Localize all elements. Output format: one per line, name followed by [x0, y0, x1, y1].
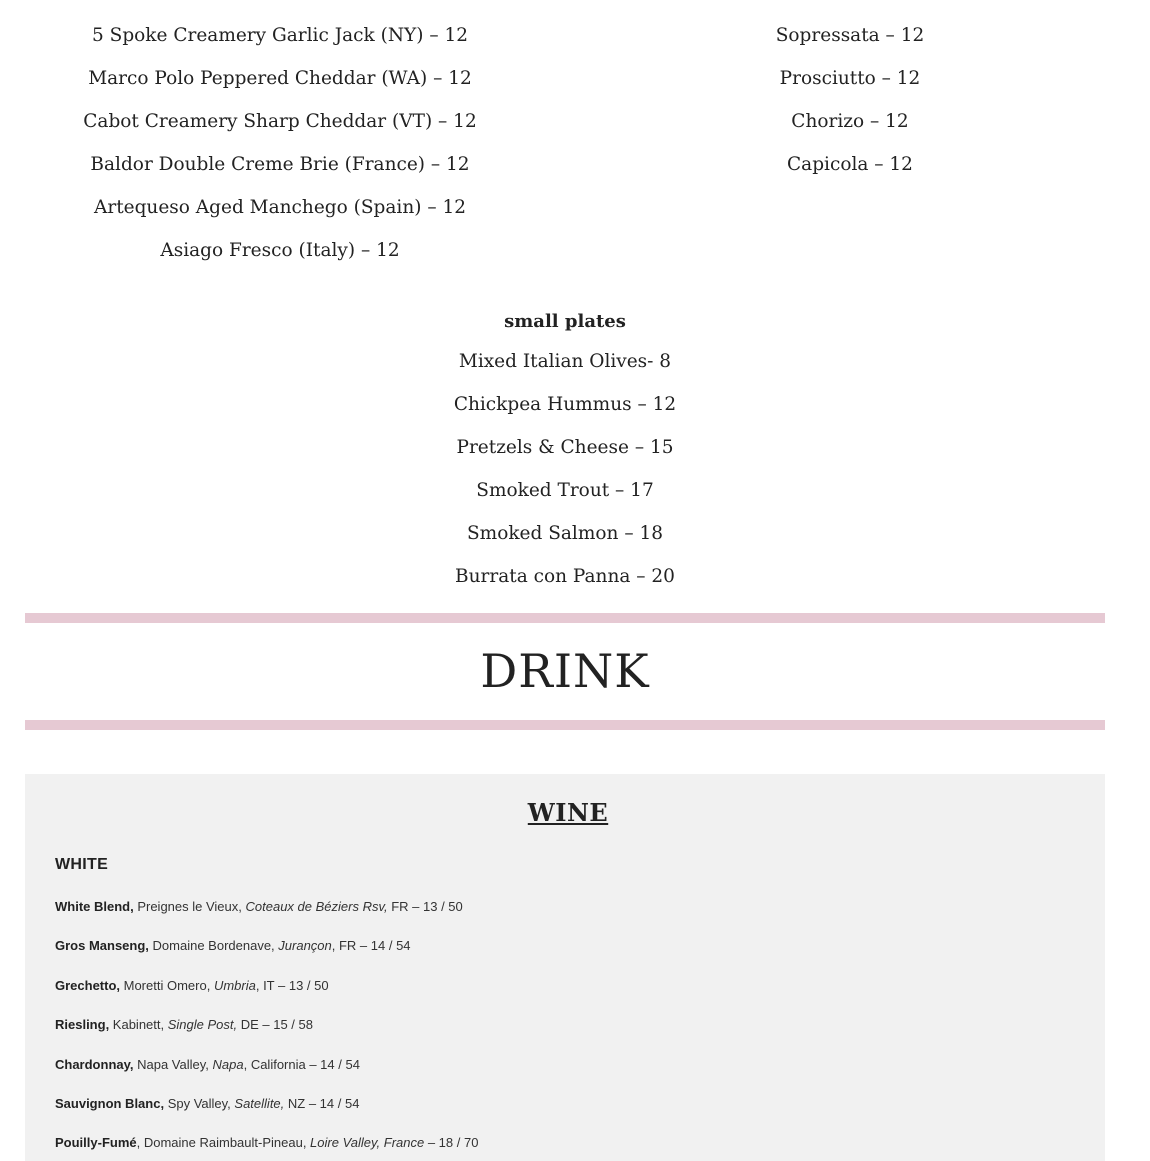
wine-heading: WINE: [527, 798, 609, 827]
wine-grape: Pouilly-Fumé: [55, 1135, 137, 1151]
meat-list: [650, 14, 1050, 186]
small-plates-section: [25, 304, 1105, 598]
wine-price: DE – 15 / 58: [237, 1017, 313, 1033]
wine-grape: Gros Manseng,: [55, 938, 149, 954]
wine-grape: White Blend,: [55, 899, 134, 914]
drink-divider-bottom: [25, 720, 1105, 730]
wine-white-subheading: WHITE: [55, 856, 109, 873]
cheese-item: 5 Spoke Creamery Garlic Jack (NY) – 12: [92, 25, 468, 46]
wine-producer: Napa Valley,: [133, 1056, 213, 1072]
wine-grape: Grechetto,: [55, 977, 121, 993]
wine-price: , FR – 14 / 54: [331, 938, 411, 954]
meat-item: Capicola – 12: [787, 154, 913, 175]
wine-producer: Preignes le Vieux,: [133, 899, 246, 914]
wine-producer: Domaine Bordenave,: [148, 938, 279, 954]
wine-producer: Moretti Omero,: [120, 977, 214, 993]
wine-item: [55, 975, 478, 1014]
wine-region: Napa: [212, 1056, 244, 1072]
wine-producer: , Domaine Raimbault-Pineau,: [136, 1135, 311, 1151]
wine-price: – 18 / 70: [424, 1135, 479, 1151]
meat-item: Chorizo – 12: [791, 111, 909, 132]
wine-item: [55, 1093, 478, 1132]
wine-item: [55, 1132, 478, 1161]
drink-heading: DRINK: [480, 644, 650, 698]
meat-item: Sopressata – 12: [775, 25, 925, 46]
wine-region: Satellite,: [234, 1095, 285, 1111]
wine-region: Single Post,: [167, 1017, 238, 1033]
wine-region: Umbria: [213, 977, 256, 993]
wine-price: , IT – 13 / 50: [255, 977, 329, 993]
small-plates-heading: small plates: [504, 311, 626, 332]
wine-region: Loire Valley, France: [310, 1135, 425, 1151]
cheese-item: Baldor Double Creme Brie (France) – 12: [90, 154, 470, 175]
cheese-item: Artequeso Aged Manchego (Spain) – 12: [93, 197, 466, 218]
wine-producer: Spy Valley,: [164, 1095, 235, 1111]
wine-price: FR – 13 / 50: [387, 899, 463, 914]
meat-item: Prosciutto – 12: [779, 68, 921, 89]
cheese-list: [60, 14, 500, 272]
wine-price: , California – 14 / 54: [243, 1056, 360, 1072]
wine-region: Jurançon: [278, 938, 332, 954]
wine-grape: Chardonnay,: [55, 1056, 134, 1072]
small-plate-item: Pretzels & Cheese – 15: [456, 437, 674, 458]
wine-region: Coteaux de Béziers Rsv,: [245, 899, 388, 914]
cheese-item: Marco Polo Peppered Cheddar (WA) – 12: [88, 68, 472, 89]
wine-price: NZ – 14 / 54: [284, 1095, 360, 1111]
wine-list: [55, 896, 478, 1161]
cheese-item: Cabot Creamery Sharp Cheddar (VT) – 12: [83, 111, 477, 132]
small-plate-item: Mixed Italian Olives- 8: [458, 351, 672, 372]
wine-item: [55, 1054, 478, 1093]
wine-item: [55, 935, 478, 974]
wine-item: [55, 896, 478, 935]
wine-grape: Riesling,: [55, 1017, 110, 1033]
wine-item: [55, 1014, 478, 1053]
cheese-item: Asiago Fresco (Italy) – 12: [160, 240, 400, 261]
small-plate-item: Smoked Salmon – 18: [466, 523, 663, 544]
wine-grape: Sauvignon Blanc,: [55, 1095, 165, 1111]
small-plate-item: Smoked Trout – 17: [476, 480, 654, 501]
drink-divider-top: [25, 613, 1105, 623]
wine-panel: [25, 774, 1105, 1161]
wine-producer: Kabinett,: [109, 1017, 168, 1033]
small-plate-item: Burrata con Panna – 20: [455, 566, 675, 587]
small-plate-item: Chickpea Hummus – 12: [453, 394, 677, 415]
